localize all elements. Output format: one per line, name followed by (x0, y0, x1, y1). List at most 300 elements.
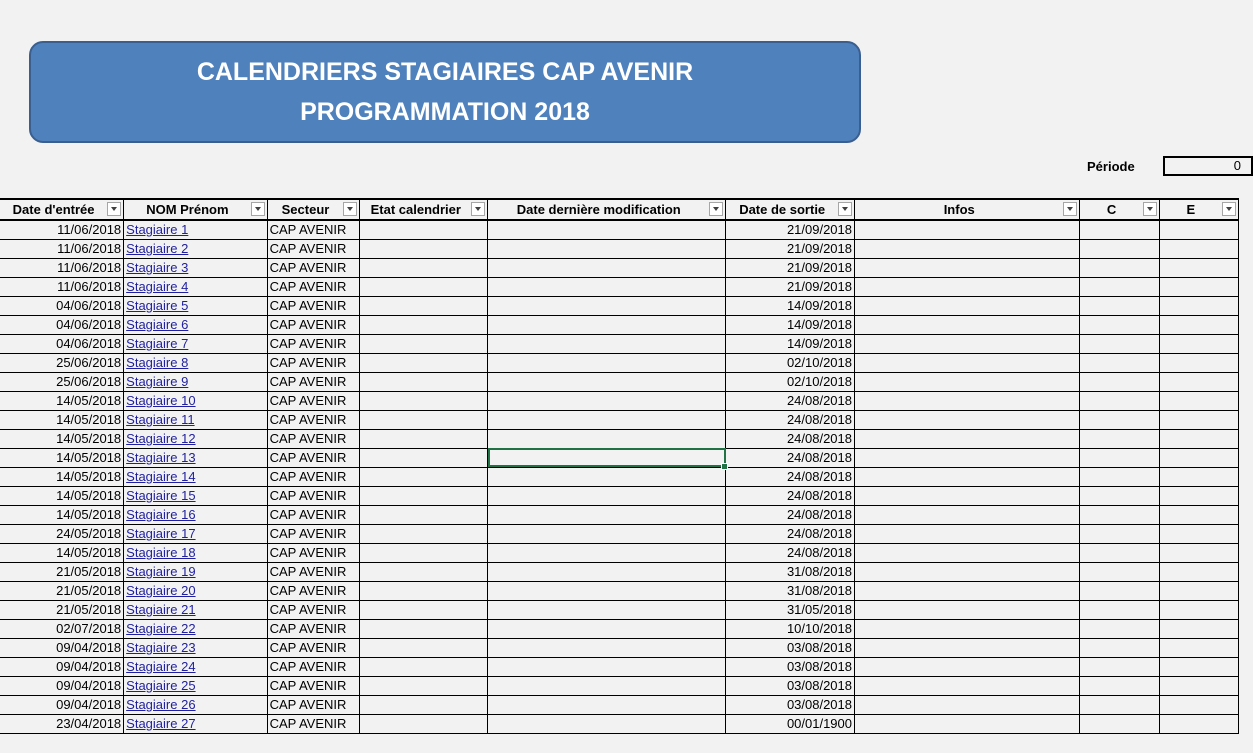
cell-date-sortie[interactable]: 31/05/2018 (726, 600, 855, 619)
cell-date-sortie[interactable]: 21/09/2018 (726, 277, 855, 296)
cell-etat-calendrier[interactable] (360, 676, 488, 695)
filter-dropdown-icon[interactable] (1143, 202, 1157, 216)
cell-secteur[interactable]: CAP AVENIR (267, 448, 360, 467)
cell-secteur[interactable]: CAP AVENIR (267, 524, 360, 543)
stagiaire-link[interactable]: Stagiaire 18 (126, 545, 196, 560)
cell-etat-calendrier[interactable] (360, 600, 488, 619)
cell-e[interactable] (1159, 695, 1238, 714)
cell-etat-calendrier[interactable] (360, 524, 488, 543)
cell-date-modification[interactable] (488, 600, 726, 619)
cell-c[interactable] (1080, 391, 1159, 410)
cell-nom-prenom[interactable] (124, 315, 267, 334)
cell-infos[interactable] (855, 543, 1080, 562)
title-line-2: PROGRAMMATION 2018 (300, 98, 590, 126)
cell-nom-prenom[interactable] (124, 277, 267, 296)
cell-nom-prenom[interactable] (124, 410, 267, 429)
stagiaire-link[interactable]: Stagiaire 1 (126, 222, 189, 238)
stagiaire-link[interactable]: Stagiaire 22 (126, 621, 196, 636)
cell-secteur[interactable]: CAP AVENIR (267, 714, 360, 733)
cell-c[interactable] (1080, 581, 1159, 600)
stagiaire-link[interactable]: Stagiaire 17 (126, 526, 196, 541)
cell-e[interactable] (1159, 562, 1238, 581)
cell-c[interactable] (1080, 277, 1159, 296)
cell-etat-calendrier[interactable] (360, 467, 488, 486)
cell-c[interactable] (1080, 600, 1159, 619)
cell-date-sortie[interactable]: 03/08/2018 (726, 657, 855, 676)
cell-date-sortie[interactable]: 21/09/2018 (726, 220, 855, 239)
cell-etat-calendrier[interactable] (360, 258, 488, 277)
cell-date-entree[interactable]: 11/06/2018 (0, 239, 124, 258)
stagiaire-link[interactable]: Stagiaire 6 (126, 317, 189, 332)
cell-date-sortie[interactable]: 21/09/2018 (726, 239, 855, 258)
cell-date-sortie[interactable]: 24/08/2018 (726, 486, 855, 505)
cell-secteur[interactable]: CAP AVENIR (267, 562, 360, 581)
cell-nom-prenom[interactable] (124, 296, 267, 315)
cell-date-modification[interactable] (488, 638, 726, 657)
cell-date-entree[interactable]: 24/05/2018 (0, 524, 124, 543)
cell-nom-prenom[interactable] (124, 600, 267, 619)
cell-date-entree[interactable]: 25/06/2018 (0, 353, 124, 372)
cell-date-entree[interactable]: 14/05/2018 (0, 429, 124, 448)
col-secteur-header[interactable] (267, 199, 360, 220)
cell-date-sortie[interactable]: 21/09/2018 (726, 258, 855, 277)
cell-date-sortie[interactable]: 24/08/2018 (726, 448, 855, 467)
cell-infos[interactable] (855, 467, 1080, 486)
cell-e[interactable] (1159, 315, 1238, 334)
stagiaire-link[interactable]: Stagiaire 25 (126, 678, 196, 693)
cell-date-modification[interactable] (488, 562, 726, 581)
cell-date-entree[interactable]: 21/05/2018 (0, 562, 124, 581)
cell-c[interactable] (1080, 524, 1159, 543)
filter-dropdown-icon[interactable] (471, 202, 485, 216)
cell-nom-prenom[interactable] (124, 239, 267, 258)
cell-infos[interactable] (855, 562, 1080, 581)
cell-c[interactable] (1080, 372, 1159, 391)
cell-date-sortie[interactable]: 24/08/2018 (726, 410, 855, 429)
cell-nom-prenom[interactable] (124, 505, 267, 524)
stagiaire-link[interactable]: Stagiaire 2 (126, 241, 189, 256)
stagiaire-link[interactable]: Stagiaire 7 (126, 336, 189, 351)
cell-infos[interactable] (855, 296, 1080, 315)
stagiaire-link[interactable]: Stagiaire 9 (126, 374, 189, 389)
cell-infos[interactable] (855, 448, 1080, 467)
cell-etat-calendrier[interactable] (360, 505, 488, 524)
cell-e[interactable] (1159, 543, 1238, 562)
cell-infos[interactable] (855, 581, 1080, 600)
cell-e[interactable] (1159, 638, 1238, 657)
cell-etat-calendrier[interactable] (360, 334, 488, 353)
cell-e[interactable] (1159, 619, 1238, 638)
cell-c[interactable] (1080, 315, 1159, 334)
cell-c[interactable] (1080, 562, 1159, 581)
cell-etat-calendrier[interactable] (360, 220, 488, 239)
filter-dropdown-icon[interactable] (1063, 202, 1077, 216)
cell-infos[interactable] (855, 315, 1080, 334)
cell-nom-prenom[interactable] (124, 448, 267, 467)
cell-date-modification[interactable] (488, 296, 726, 315)
cell-date-modification[interactable] (488, 676, 726, 695)
cell-c[interactable] (1080, 410, 1159, 429)
cell-date-modification[interactable] (488, 619, 726, 638)
stagiaire-link[interactable]: Stagiaire 26 (126, 697, 196, 712)
cell-date-sortie[interactable]: 24/08/2018 (726, 429, 855, 448)
cell-date-entree[interactable]: 04/06/2018 (0, 334, 124, 353)
stagiaire-link[interactable]: Stagiaire 16 (126, 507, 196, 522)
cell-c[interactable] (1080, 695, 1159, 714)
cell-e[interactable] (1159, 220, 1238, 239)
cell-date-entree[interactable]: 11/06/2018 (0, 277, 124, 296)
cell-secteur[interactable]: CAP AVENIR (267, 334, 360, 353)
cell-date-entree[interactable]: 14/05/2018 (0, 448, 124, 467)
cell-etat-calendrier[interactable] (360, 581, 488, 600)
cell-e[interactable] (1159, 353, 1238, 372)
cell-e[interactable] (1159, 334, 1238, 353)
cell-secteur[interactable]: CAP AVENIR (267, 581, 360, 600)
cell-e[interactable] (1159, 448, 1238, 467)
col-etat-calendrier-header[interactable] (360, 199, 488, 220)
cell-date-sortie[interactable]: 31/08/2018 (726, 581, 855, 600)
cell-date-sortie[interactable]: 03/08/2018 (726, 695, 855, 714)
cell-date-entree[interactable]: 02/07/2018 (0, 619, 124, 638)
cell-c[interactable] (1080, 543, 1159, 562)
cell-date-sortie[interactable]: 03/08/2018 (726, 638, 855, 657)
cell-e[interactable] (1159, 372, 1238, 391)
cell-etat-calendrier[interactable] (360, 695, 488, 714)
cell-nom-prenom[interactable] (124, 220, 267, 239)
col-date-entree-header[interactable] (0, 199, 124, 220)
cell-e[interactable] (1159, 714, 1238, 733)
cell-date-sortie[interactable]: 14/09/2018 (726, 334, 855, 353)
cell-date-entree[interactable]: 21/05/2018 (0, 600, 124, 619)
stagiaire-link[interactable]: Stagiaire 14 (126, 469, 196, 484)
header-label: Etat calendrier (370, 202, 461, 217)
cell-date-entree[interactable]: 09/04/2018 (0, 638, 124, 657)
stagiaire-link[interactable]: Stagiaire 27 (126, 716, 196, 731)
filter-dropdown-icon[interactable] (343, 202, 357, 216)
cell-date-sortie[interactable]: 02/10/2018 (726, 353, 855, 372)
cell-secteur[interactable]: CAP AVENIR (267, 676, 360, 695)
cell-secteur[interactable]: CAP AVENIR (267, 353, 360, 372)
cell-nom-prenom[interactable] (124, 467, 267, 486)
cell-e[interactable] (1159, 277, 1238, 296)
cell-c[interactable] (1080, 467, 1159, 486)
cell-e[interactable] (1159, 296, 1238, 315)
cell-etat-calendrier[interactable] (360, 448, 488, 467)
cell-infos[interactable] (855, 334, 1080, 353)
cell-c[interactable] (1080, 505, 1159, 524)
cell-c[interactable] (1080, 353, 1159, 372)
cell-e[interactable] (1159, 258, 1238, 277)
cell-nom-prenom[interactable] (124, 429, 267, 448)
cell-date-sortie[interactable]: 24/08/2018 (726, 524, 855, 543)
cell-etat-calendrier[interactable] (360, 277, 488, 296)
cell-e[interactable] (1159, 486, 1238, 505)
cell-e[interactable] (1159, 505, 1238, 524)
cell-nom-prenom[interactable] (124, 619, 267, 638)
cell-date-entree[interactable]: 14/05/2018 (0, 543, 124, 562)
cell-secteur[interactable]: CAP AVENIR (267, 429, 360, 448)
cell-infos[interactable] (855, 220, 1080, 239)
cell-etat-calendrier[interactable] (360, 543, 488, 562)
stagiaire-link[interactable]: Stagiaire 19 (126, 564, 196, 579)
cell-etat-calendrier[interactable] (360, 429, 488, 448)
filter-dropdown-icon[interactable] (251, 202, 265, 216)
stagiaire-link[interactable]: Stagiaire 20 (126, 583, 196, 598)
filter-dropdown-icon[interactable] (838, 202, 852, 216)
cell-date-sortie[interactable]: 24/08/2018 (726, 391, 855, 410)
cell-c[interactable] (1080, 334, 1159, 353)
cell-date-sortie[interactable]: 03/08/2018 (726, 676, 855, 695)
cell-e[interactable] (1159, 657, 1238, 676)
stagiaire-link[interactable]: Stagiaire 23 (126, 640, 196, 655)
cell-etat-calendrier[interactable] (360, 315, 488, 334)
cell-infos[interactable] (855, 277, 1080, 296)
cell-date-modification[interactable] (488, 391, 726, 410)
cell-date-entree[interactable]: 14/05/2018 (0, 467, 124, 486)
cell-c[interactable] (1080, 448, 1159, 467)
cell-etat-calendrier[interactable] (360, 619, 488, 638)
cell-date-modification[interactable] (488, 695, 726, 714)
cell-date-modification[interactable] (488, 353, 726, 372)
cell-e[interactable] (1159, 429, 1238, 448)
cell-date-entree[interactable]: 23/04/2018 (0, 714, 124, 733)
cell-secteur[interactable]: CAP AVENIR (267, 486, 360, 505)
cell-date-modification[interactable] (488, 448, 726, 467)
cell-date-modification[interactable] (488, 543, 726, 562)
cell-nom-prenom[interactable] (124, 334, 267, 353)
cell-infos[interactable] (855, 505, 1080, 524)
cell-secteur[interactable]: CAP AVENIR (267, 619, 360, 638)
cell-infos[interactable] (855, 372, 1080, 391)
cell-nom-prenom[interactable] (124, 353, 267, 372)
cell-secteur[interactable]: CAP AVENIR (267, 391, 360, 410)
cell-infos[interactable] (855, 657, 1080, 676)
cell-e[interactable] (1159, 467, 1238, 486)
table-row (0, 676, 1239, 695)
cell-nom-prenom[interactable] (124, 391, 267, 410)
cell-infos[interactable] (855, 258, 1080, 277)
stagiaire-link[interactable]: Stagiaire 4 (126, 279, 189, 294)
cell-c[interactable] (1080, 676, 1159, 695)
cell-date-modification[interactable] (488, 657, 726, 676)
periode-label: Période (1087, 159, 1135, 174)
cell-date-modification[interactable] (488, 315, 726, 334)
cell-date-modification[interactable] (488, 410, 726, 429)
cell-secteur[interactable]: CAP AVENIR (267, 296, 360, 315)
cell-infos[interactable] (855, 429, 1080, 448)
stagiaire-link[interactable]: Stagiaire 12 (126, 431, 196, 446)
header-row (0, 199, 1239, 220)
cell-nom-prenom[interactable] (124, 676, 267, 695)
cell-date-modification[interactable] (488, 277, 726, 296)
table-row (0, 220, 1239, 239)
cell-date-sortie[interactable]: 14/09/2018 (726, 296, 855, 315)
cell-secteur[interactable]: CAP AVENIR (267, 277, 360, 296)
cell-nom-prenom[interactable] (124, 581, 267, 600)
cell-secteur[interactable]: CAP AVENIR (267, 657, 360, 676)
cell-nom-prenom[interactable] (124, 657, 267, 676)
cell-etat-calendrier[interactable] (360, 353, 488, 372)
cell-infos[interactable] (855, 619, 1080, 638)
cell-date-sortie[interactable]: 24/08/2018 (726, 467, 855, 486)
cell-nom-prenom[interactable] (124, 524, 267, 543)
filter-dropdown-icon[interactable] (107, 202, 121, 216)
cell-e[interactable] (1159, 391, 1238, 410)
stagiaire-link[interactable]: Stagiaire 15 (126, 488, 196, 503)
cell-e[interactable] (1159, 600, 1238, 619)
cell-date-modification[interactable] (488, 486, 726, 505)
cell-date-modification[interactable] (488, 714, 726, 733)
cell-infos[interactable] (855, 524, 1080, 543)
cell-e[interactable] (1159, 410, 1238, 429)
cell-infos[interactable] (855, 486, 1080, 505)
stagiaire-link[interactable]: Stagiaire 5 (126, 298, 189, 313)
col-nom-prenom-header[interactable] (124, 199, 267, 220)
table-row (0, 410, 1239, 429)
cell-secteur[interactable]: CAP AVENIR (267, 695, 360, 714)
col-date-modification-header[interactable] (488, 199, 726, 220)
cell-date-modification[interactable] (488, 524, 726, 543)
table-row (0, 277, 1239, 296)
stagiaire-link[interactable]: Stagiaire 13 (126, 450, 196, 465)
cell-infos[interactable] (855, 695, 1080, 714)
cell-date-entree[interactable]: 11/06/2018 (0, 220, 124, 239)
cell-c[interactable] (1080, 258, 1159, 277)
cell-date-modification[interactable] (488, 220, 726, 239)
stagiaire-link[interactable]: Stagiaire 10 (126, 393, 196, 408)
cell-secteur[interactable]: CAP AVENIR (267, 258, 360, 277)
cell-date-modification[interactable] (488, 429, 726, 448)
cell-nom-prenom[interactable] (124, 695, 267, 714)
periode-cell[interactable]: 0 (1163, 156, 1253, 176)
cell-date-sortie[interactable]: 24/08/2018 (726, 543, 855, 562)
cell-nom-prenom[interactable] (124, 258, 267, 277)
cell-date-sortie[interactable]: 31/08/2018 (726, 562, 855, 581)
cell-date-modification[interactable] (488, 505, 726, 524)
stagiaire-link[interactable]: Stagiaire 3 (126, 260, 189, 275)
cell-infos[interactable] (855, 353, 1080, 372)
cell-c[interactable] (1080, 714, 1159, 733)
cell-date-sortie[interactable]: 02/10/2018 (726, 372, 855, 391)
cell-date-sortie[interactable]: 00/01/1900 (726, 714, 855, 733)
cell-date-entree[interactable]: 04/06/2018 (0, 296, 124, 315)
filter-dropdown-icon[interactable] (709, 202, 723, 216)
cell-date-entree[interactable]: 21/05/2018 (0, 581, 124, 600)
col-infos-header[interactable] (855, 199, 1080, 220)
stagiaire-link[interactable]: Stagiaire 21 (126, 602, 196, 617)
cell-infos[interactable] (855, 714, 1080, 733)
cell-date-sortie[interactable]: 24/08/2018 (726, 505, 855, 524)
cell-date-modification[interactable] (488, 372, 726, 391)
cell-secteur[interactable]: CAP AVENIR (267, 372, 360, 391)
stagiaire-link[interactable]: Stagiaire 24 (126, 659, 196, 674)
cell-etat-calendrier[interactable] (360, 714, 488, 733)
cell-secteur[interactable]: CAP AVENIR (267, 543, 360, 562)
cell-c[interactable] (1080, 239, 1159, 258)
cell-date-modification[interactable] (488, 581, 726, 600)
stagiaire-link[interactable]: Stagiaire 11 (126, 412, 195, 427)
col-e-header[interactable] (1159, 199, 1238, 220)
cell-c[interactable] (1080, 657, 1159, 676)
cell-e[interactable] (1159, 239, 1238, 258)
cell-secteur[interactable]: CAP AVENIR (267, 315, 360, 334)
cell-date-entree[interactable]: 14/05/2018 (0, 505, 124, 524)
cell-date-entree[interactable]: 14/05/2018 (0, 410, 124, 429)
cell-secteur[interactable]: CAP AVENIR (267, 239, 360, 258)
cell-infos[interactable] (855, 391, 1080, 410)
cell-etat-calendrier[interactable] (360, 562, 488, 581)
cell-c[interactable] (1080, 429, 1159, 448)
cell-c[interactable] (1080, 638, 1159, 657)
cell-etat-calendrier[interactable] (360, 239, 488, 258)
cell-infos[interactable] (855, 410, 1080, 429)
cell-nom-prenom[interactable] (124, 714, 267, 733)
cell-date-modification[interactable] (488, 239, 726, 258)
cell-e[interactable] (1159, 581, 1238, 600)
cell-secteur[interactable]: CAP AVENIR (267, 467, 360, 486)
cell-c[interactable] (1080, 220, 1159, 239)
filter-dropdown-icon[interactable] (1222, 202, 1236, 216)
cell-date-entree[interactable]: 25/06/2018 (0, 372, 124, 391)
cell-nom-prenom[interactable] (124, 372, 267, 391)
cell-secteur[interactable]: CAP AVENIR (267, 505, 360, 524)
col-c-header[interactable] (1080, 199, 1159, 220)
cell-etat-calendrier[interactable] (360, 372, 488, 391)
stagiaire-link[interactable]: Stagiaire 8 (126, 355, 189, 370)
cell-nom-prenom[interactable] (124, 638, 267, 657)
cell-date-modification[interactable] (488, 467, 726, 486)
col-date-sortie-header[interactable] (726, 199, 855, 220)
cell-date-entree[interactable]: 14/05/2018 (0, 391, 124, 410)
cell-infos[interactable] (855, 676, 1080, 695)
cell-date-entree[interactable]: 09/04/2018 (0, 657, 124, 676)
cell-secteur[interactable]: CAP AVENIR (267, 638, 360, 657)
cell-c[interactable] (1080, 619, 1159, 638)
cell-date-entree[interactable]: 04/06/2018 (0, 315, 124, 334)
cell-nom-prenom[interactable] (124, 543, 267, 562)
cell-date-entree[interactable]: 09/04/2018 (0, 676, 124, 695)
cell-infos[interactable] (855, 638, 1080, 657)
cell-date-modification[interactable] (488, 258, 726, 277)
cell-e[interactable] (1159, 676, 1238, 695)
cell-infos[interactable] (855, 600, 1080, 619)
cell-c[interactable] (1080, 486, 1159, 505)
cell-secteur[interactable]: CAP AVENIR (267, 600, 360, 619)
cell-e[interactable] (1159, 524, 1238, 543)
cell-date-entree[interactable]: 14/05/2018 (0, 486, 124, 505)
cell-secteur[interactable]: CAP AVENIR (267, 410, 360, 429)
cell-nom-prenom[interactable] (124, 486, 267, 505)
cell-infos[interactable] (855, 239, 1080, 258)
cell-nom-prenom[interactable] (124, 562, 267, 581)
cell-etat-calendrier[interactable] (360, 296, 488, 315)
cell-etat-calendrier[interactable] (360, 638, 488, 657)
table-row (0, 695, 1239, 714)
cell-secteur[interactable]: CAP AVENIR (267, 220, 360, 239)
cell-date-sortie[interactable]: 10/10/2018 (726, 619, 855, 638)
cell-date-sortie[interactable]: 14/09/2018 (726, 315, 855, 334)
cell-etat-calendrier[interactable] (360, 410, 488, 429)
cell-date-entree[interactable]: 11/06/2018 (0, 258, 124, 277)
table-row (0, 581, 1239, 600)
table-row (0, 372, 1239, 391)
cell-etat-calendrier[interactable] (360, 391, 488, 410)
cell-etat-calendrier[interactable] (360, 657, 488, 676)
cell-date-modification[interactable] (488, 334, 726, 353)
cell-date-entree[interactable]: 09/04/2018 (0, 695, 124, 714)
cell-etat-calendrier[interactable] (360, 486, 488, 505)
cell-c[interactable] (1080, 296, 1159, 315)
